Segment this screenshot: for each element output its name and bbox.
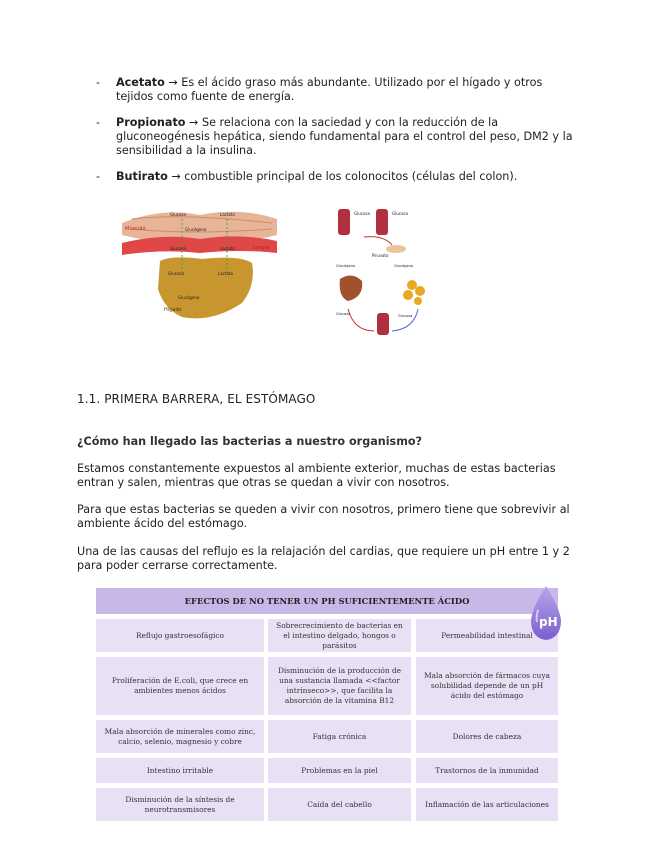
fig1-label: Glucosa <box>170 212 186 217</box>
fig1-label: Sangre <box>252 245 270 251</box>
fig2-label: Glucosa <box>336 312 351 316</box>
table-cell: Permeabilidad intestinal <box>416 619 558 652</box>
bullet-dash: - <box>96 76 101 89</box>
ph-drop-icon <box>527 584 565 642</box>
bullet-text <box>116 76 576 104</box>
liver-icon <box>340 275 363 301</box>
table-cell: Fatiga crónica <box>268 720 411 753</box>
table-cell: Problemas en la piel <box>268 758 411 783</box>
ph-label: pH <box>539 615 558 629</box>
table-cell: Reflujo gastroesofágico <box>96 619 264 652</box>
table-row <box>96 619 558 652</box>
table-row <box>96 758 558 783</box>
bullet-dash: - <box>96 116 101 129</box>
table-row <box>96 788 558 821</box>
table-cell: Mala absorción de minerales como zinc, calcio, selenio, magnesio y cobre <box>96 720 264 753</box>
table-cell: Proliferación de E.coli, que crece en ambientes menos ácidos <box>96 657 264 715</box>
term-propionato: Propionato <box>116 116 186 129</box>
fig2-label: Glucógeno <box>336 264 356 268</box>
fig1-label: Lactato <box>220 212 235 217</box>
description: Es el ácido graso más abundante. Utilizado por el hígado y otros tejidos como fuente de energía. <box>116 76 543 103</box>
fig1-label: Lactato <box>218 271 233 276</box>
table-cell: Sobrecrecimiento de bacterias en el intestino delgado, hongos o parásitos <box>268 619 411 652</box>
term-butirato: Butirato <box>116 170 168 183</box>
list-item-butirato <box>96 170 576 184</box>
muscle-icon <box>386 245 406 253</box>
arrow: → <box>189 116 199 129</box>
list-item-acetato <box>96 76 576 104</box>
blood-vessel-icon <box>376 209 388 235</box>
table-row <box>96 720 558 753</box>
glucose-cycle-figure <box>334 205 432 343</box>
blood-vessel-icon <box>338 209 350 235</box>
fig1-label: Hígado <box>164 307 182 313</box>
fig1-label: Glucógeno <box>178 295 200 300</box>
arrow: → <box>168 76 178 89</box>
list-item-propionato <box>96 116 576 158</box>
term-acetato: Acetato <box>116 76 165 89</box>
arrow: → <box>171 170 181 183</box>
blood-vessel-icon <box>377 313 389 335</box>
fig2-label: Glucógeno <box>394 264 414 268</box>
question-heading: ¿Cómo han llegado las bacterias a nuestro organismo? <box>77 435 423 448</box>
table-cell: Caída del cabello <box>268 788 411 821</box>
fatty-acid-list <box>96 76 576 196</box>
table-cell: Mala absorción de fármacos cuya solubilidad depende de un pH ácido del estómago <box>416 657 558 715</box>
bullet-text <box>116 170 517 184</box>
table-cell: Intestino irritable <box>96 758 264 783</box>
fig2-label: Glucosa <box>398 314 413 318</box>
table-cell: Trastornos de la inmunidad <box>416 758 558 783</box>
section-heading: 1.1. PRIMERA BARRERA, EL ESTÓMAGO <box>77 392 316 406</box>
paragraph: Estamos constantemente expuestos al ambiente exterior, muchas de estas bacterias entran y salen, mientras que otras se quedan a vivir con nosotros. <box>77 462 556 489</box>
bullet-dash: - <box>96 170 101 183</box>
effects-table <box>96 588 558 821</box>
table-cell: Disminución de la producción de una sustancia llamada <<factor intrínseco>>, que facilita la absorción de la vitamina B12 <box>268 657 411 715</box>
fig1-label: Lactato <box>220 246 235 251</box>
fig2-label: Piruvato <box>372 253 389 258</box>
table-cell: Inflamación de las articulaciones <box>416 788 558 821</box>
table-cell: Disminución de la síntesis de neurotransmisores <box>96 788 264 821</box>
description: combustible principal de los colonocitos (células del colon). <box>180 170 518 183</box>
cori-cycle-figure <box>122 205 277 327</box>
table-header: EFECTOS DE NO TENER UN PH SUFICIENTEMENTE ÁCIDO <box>96 588 558 614</box>
fig1-label: Glucosa <box>168 271 184 276</box>
fig2-label: Glucosa <box>392 211 408 216</box>
paragraph: Una de las causas del reflujo es la relajación del cardias, que requiere un pH entre 1 y 2 para poder cerrarse correctamente. <box>77 545 570 572</box>
description: Se relaciona con la saciedad y con la reducción de la gluconeogénesis hepática, siendo fundamental para el control del peso, DM2 y la sensibilidad a la insulina. <box>116 116 573 157</box>
bullet-text <box>116 116 576 158</box>
paragraph: Para que estas bacterias se queden a vivir con nosotros, primero tiene que sobrevivir al ambiente ácido del estómago. <box>77 503 570 530</box>
table-cell: Dolores de cabeza <box>416 720 558 753</box>
fig2-label: Glucosa <box>354 211 370 216</box>
fig1-label: Músculo <box>125 226 146 232</box>
fig1-label: Glucógeno <box>185 227 207 232</box>
fig1-label: Glucosa <box>170 246 186 251</box>
table-row <box>96 657 558 715</box>
